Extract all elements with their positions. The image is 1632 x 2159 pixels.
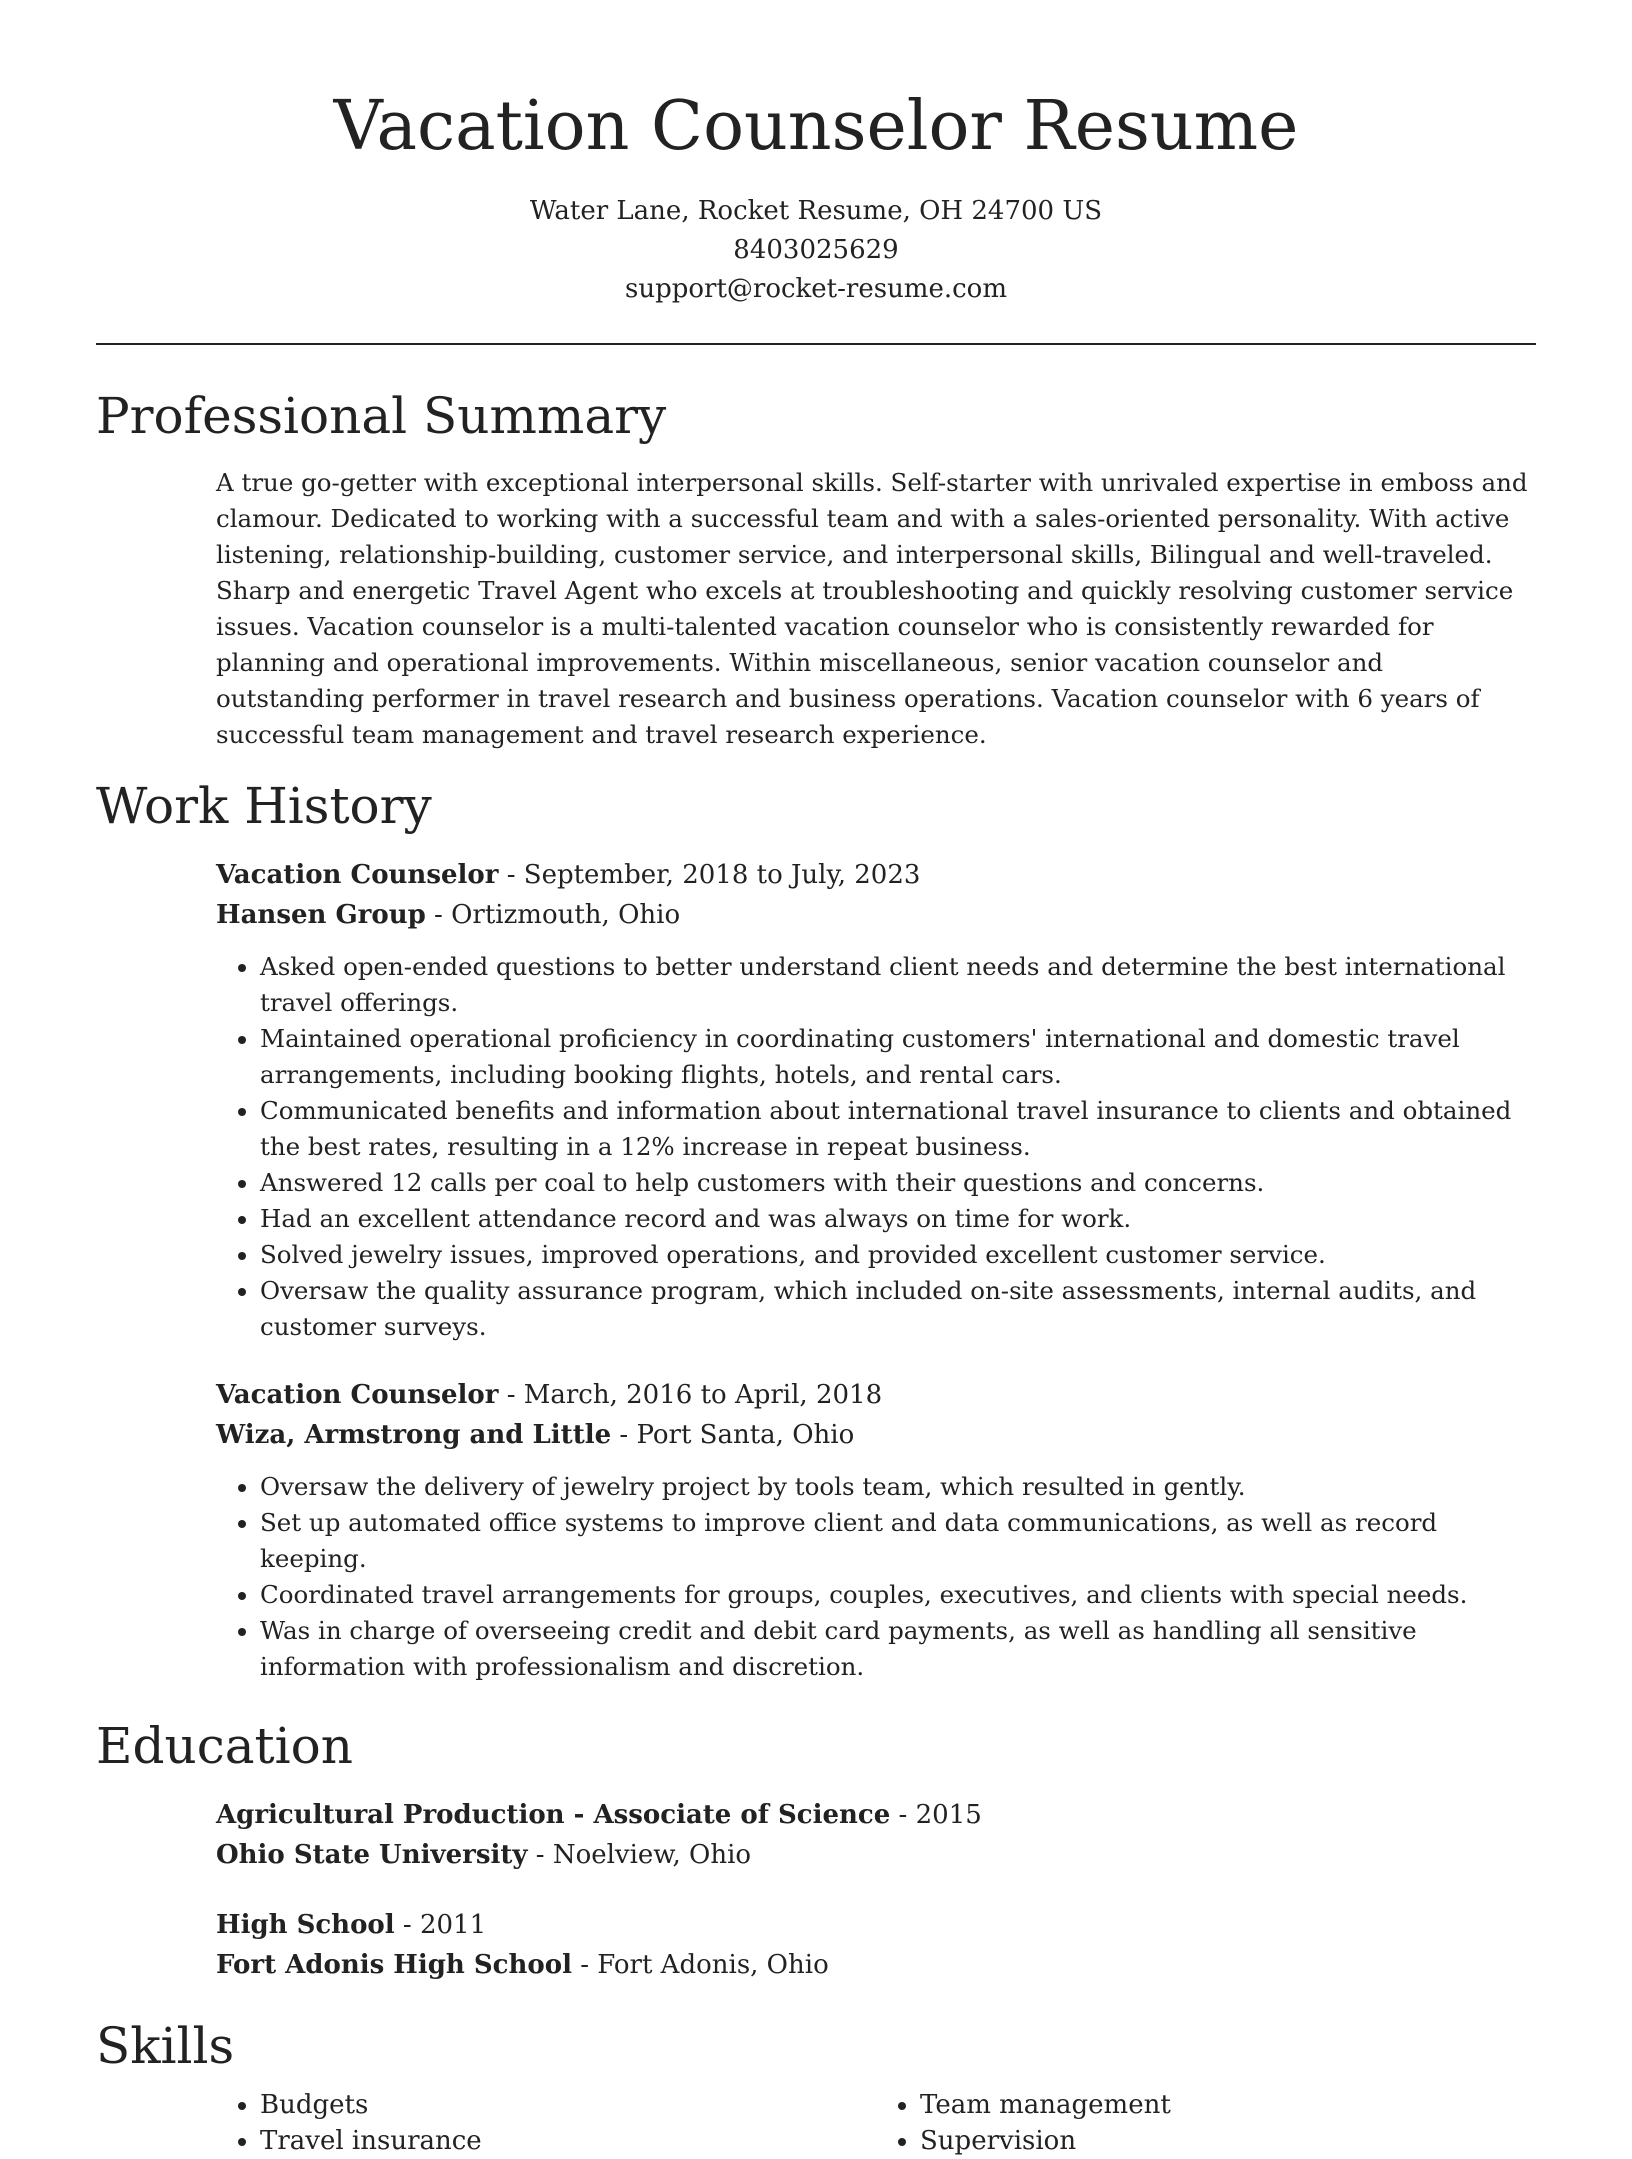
list-item: • Asked open-ended questions to better understand client needs and determine the best international travel offerings. — [260, 949, 1536, 1021]
job-company-line — [216, 1415, 1536, 1455]
job-bullets — [216, 1469, 1536, 1685]
degree-year: - 2011 — [394, 1910, 487, 1940]
work-list — [216, 855, 1536, 1685]
list-item: • Coordinated travel arrangements for groups, couples, executives, and clients with special needs. — [260, 1577, 1536, 1613]
job-company-line — [216, 895, 1536, 935]
job-bullets — [216, 949, 1536, 1345]
job-entry — [216, 1375, 1536, 1685]
list-item: • Oversaw the delivery of jewelry project by tools team, which resulted in gently. — [260, 1469, 1536, 1505]
list-item: • Travel insurance — [260, 2123, 876, 2159]
school: Fort Adonis High School — [216, 1950, 572, 1980]
job-dates: - September, 2018 to July, 2023 — [498, 860, 921, 890]
page-title: Vacation Counselor Resume — [333, 87, 1299, 166]
resume-header — [0, 0, 1632, 309]
job-company: Hansen Group — [216, 900, 426, 930]
school: Ohio State University — [216, 1840, 528, 1870]
work-section — [96, 775, 1536, 1685]
school-line — [216, 1835, 1536, 1875]
list-item: • Team management — [920, 2087, 1536, 2123]
skills-list — [216, 2087, 1536, 2159]
contact-block — [0, 192, 1632, 309]
phone: 8403025629 — [733, 235, 899, 265]
school-line — [216, 1945, 1536, 1985]
work-heading: Work History — [96, 777, 432, 835]
job-title-line — [216, 855, 1536, 895]
list-item: • Communicated benefits and information about international travel insurance to clients and obtained the best rates, resulting in a 12% increase in repeat business. — [260, 1093, 1536, 1165]
skills-heading: Skills — [96, 2017, 235, 2075]
summary-body — [216, 465, 1536, 753]
education-entry — [216, 1795, 1536, 1875]
skills-column-left — [216, 2087, 876, 2159]
list-item: • Supervision — [920, 2123, 1536, 2159]
summary-heading: Professional Summary — [96, 387, 667, 445]
education-heading: Education — [96, 1717, 353, 1775]
job-dates: - March, 2016 to April, 2018 — [498, 1380, 883, 1410]
degree-year: - 2015 — [890, 1800, 982, 1830]
education-section — [96, 1715, 1536, 1985]
list-item: • Maintained operational proficiency in coordinating customers' international and domestic travel arrangements, including booking flights, hotels, and rental cars. — [260, 1021, 1536, 1093]
education-list — [216, 1795, 1536, 1985]
job-entry — [216, 855, 1536, 1345]
degree-line — [216, 1905, 1536, 1945]
address: Water Lane, Rocket Resume, OH 24700 US — [529, 196, 1103, 226]
job-title-line — [216, 1375, 1536, 1415]
email: support@rocket-resume.com — [624, 274, 1007, 304]
skills-section — [96, 2015, 1536, 2159]
summary-section — [96, 385, 1536, 753]
list-item: • Budgets — [260, 2087, 876, 2123]
skills-column-right — [876, 2087, 1536, 2159]
header-divider — [96, 343, 1536, 345]
degree-line — [216, 1795, 1536, 1835]
job-company: Wiza, Armstrong and Little — [216, 1420, 612, 1450]
list-item: • Solved jewelry issues, improved operations, and provided excellent customer service. — [260, 1237, 1536, 1273]
list-item: • Set up automated office systems to improve client and data communications, as well as record keeping. — [260, 1505, 1536, 1577]
list-item: • Was in charge of overseeing credit and debit card payments, as well as handling all sensitive information with professionalism and discretion. — [260, 1613, 1536, 1685]
education-entry — [216, 1905, 1536, 1985]
job-title: Vacation Counselor — [216, 1380, 499, 1410]
summary-text: A true go-getter with exceptional interpersonal skills. Self-starter with unrivaled expertise in emboss and clamour. Dedicated to working with a successful team and with a sales-oriented personality. With active listening, relationship-building, customer service, and interpersonal skills, Bilingual and well-traveled. Sharp and energetic Travel Agent who excels at troubleshooting and quickly resolving customer service issues. Vacation counselor is a multi-talented vacation counselor who is consistently rewarded for planning and operational improvements. Within miscellaneous, senior vacation counselor and outstanding performer in travel research and business operations. Vacation counselor with 6 years of successful team management and travel research experience. — [216, 468, 1528, 749]
job-location: - Port Santa, Ohio — [611, 1420, 855, 1450]
degree: Agricultural Production - Associate of Science — [216, 1800, 891, 1830]
school-location: - Fort Adonis, Ohio — [571, 1950, 829, 1980]
degree: High School — [216, 1910, 395, 1940]
school-location: - Noelview, Ohio — [527, 1840, 752, 1870]
list-item: • Answered 12 calls per coal to help customers with their questions and concerns. — [260, 1165, 1536, 1201]
job-location: - Ortizmouth, Ohio — [425, 900, 681, 930]
job-title: Vacation Counselor — [216, 860, 499, 890]
list-item: • Oversaw the quality assurance program, which included on-site assessments, internal audits, and customer surveys. — [260, 1273, 1536, 1345]
list-item: • Had an excellent attendance record and was always on time for work. — [260, 1201, 1536, 1237]
